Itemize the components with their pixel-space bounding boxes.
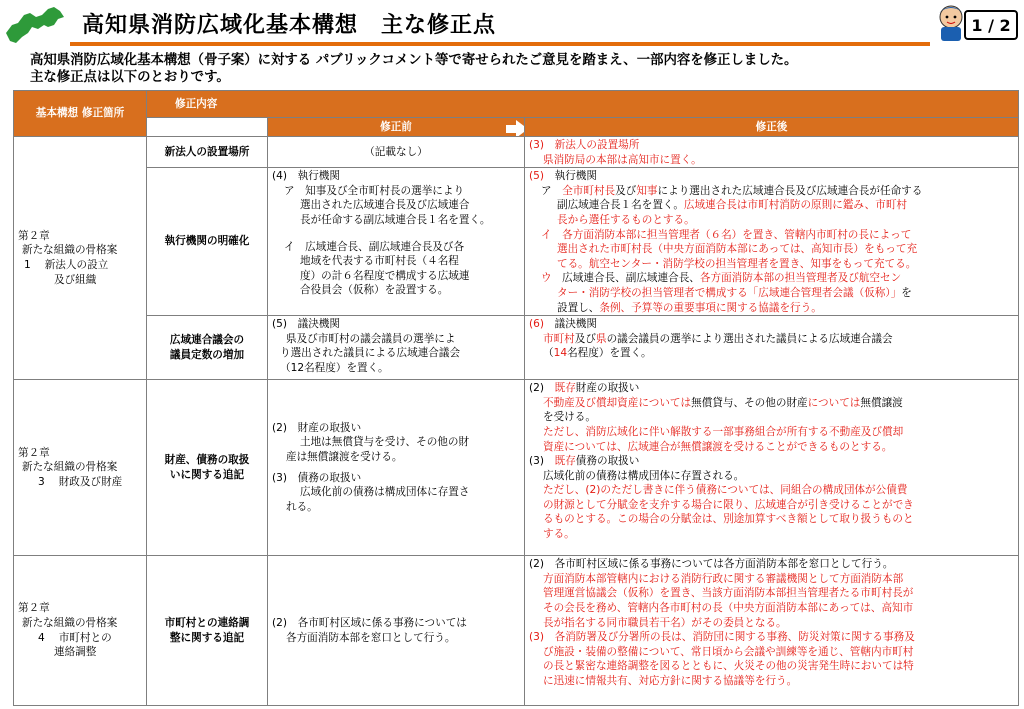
header-before: 修正前 — [268, 118, 525, 137]
section-1-label: 第２章 新たな組織の骨格案 1 新法人の設立 及び組織 — [14, 137, 147, 380]
section-3-label: 第２章 新たな組織の骨格案 4 市町村との 連絡調整 — [14, 556, 147, 706]
title-underline — [70, 42, 930, 46]
before-property: (2) 財産の取扱い 土地は無償貸与を受け、その他の財 産は無償譲渡を受ける。 (3) 債務の取扱い 広域化前の債務は構成団体に存置さ れる。 — [268, 380, 525, 556]
page-number-badge: 1 / 2 — [964, 10, 1018, 40]
before-executive: (4) 執行機関 ア 知事及び全市町村長の選挙により 選出された広域連合長及び広域連合 長が任命する副広域連合長１名を置く。 イ 広域連合長、副広域連合長及び各 地域を代表する市町村長（４名程 度）の計６名程度で構成する広域連 合役員会（仮称）を設置する。 — [268, 168, 525, 316]
intro-line-1: 高知県消防広域化基本構想（骨子案）に対する パブリックコメント等で寄せられたご意見を踏まえ、一部内容を修正しました。 — [30, 53, 798, 68]
page-header — [0, 0, 1024, 50]
intro-line-2: 主な修正点は以下のとおりです。 — [30, 70, 230, 85]
revision-table — [13, 90, 1019, 706]
firefighter-mascot-icon — [934, 3, 968, 45]
after-property: (2) 既存財産の取扱い 不動産及び償却資産については無償貸与、その他の財産については無償譲渡 を受ける。 ただし、消防広域化に伴い解散する一部事務組合が所有する不動産及び償却 資産については、広域連合が無償譲渡を受けることができるものとする。 (3) 既存債務の取扱い 広域化前の債務は構成団体に存置される。 ただし、(2)のただし書きに伴う債務については、同組合の構成団体が公債費 の財源として分賦金を支弁する場合に限り、広域連合が引き受けることができ るものとする。この場合の分賦金は、別途加算すべき額として取り扱うものと する。 — [525, 380, 1019, 556]
topic-executive: 執行機関の明確化 — [147, 168, 268, 316]
table-row — [14, 556, 1019, 706]
after-executive: (5) 執行機関 ア 全市町村長及び知事により選出された広域連合長及び広域連合長が任命する 副広域連合長１名を置く。広域連合長は市町村消防の原則に鑑み、市町村 長から選任するものとする。 イ 各方面消防本部に担当管理者（６名）を置き、管轄内市町村の長によって 選出された市町村長（中央方面消防本部にあっては、高知市長）をもって充 てる。航空センター・消防学校の担当管理者を置き、知事をもって充てる。 ウ 広域連合長、副広域連合長、各方面消防本部の担当管理者及び航空セン ター・消防学校の担当管理者で構成する「広域連合管理者会議（仮称）」を 設置し、条例、予算等の重要事項に関する協議を行う。 — [525, 168, 1019, 316]
table-row — [14, 137, 1019, 168]
before-location: （記載なし） — [268, 137, 525, 168]
header-after: 修正後 — [525, 118, 1019, 137]
topic-property: 財産、債務の取扱 いに関する追記 — [147, 380, 268, 556]
after-location: (3) 新法人の設置場所 県消防局の本部は高知市に置く。 — [525, 137, 1019, 168]
topic-assembly: 広域連合議会の 議員定数の増加 — [147, 316, 268, 380]
intro-text — [30, 52, 797, 86]
table-row — [14, 316, 1019, 380]
header-content: 修正内容 — [147, 91, 1019, 118]
topic-coordination: 市町村との連絡調 整に関する追記 — [147, 556, 268, 706]
page-title: 高知県消防広域化基本構想 主な修正点 — [82, 13, 497, 38]
table-row — [14, 168, 1019, 316]
table-row — [14, 380, 1019, 556]
header-section: 基本構想 修正箇所 — [14, 91, 147, 137]
before-coordination: (2) 各市町村区域に係る事務については 各方面消防本部を窓口として行う。 — [268, 556, 525, 706]
kochi-map-icon — [4, 3, 66, 47]
arrow-right-icon — [516, 120, 525, 137]
section-2-label: 第２章 新たな組織の骨格案 3 財政及び財産 — [14, 380, 147, 556]
topic-location: 新法人の設置場所 — [147, 137, 268, 168]
before-assembly: (5) 議決機関 県及び市町村の議会議員の選挙によ り選出された議員による広域連合議会 （12名程度）を置く。 — [268, 316, 525, 380]
after-assembly: (6) 議決機関 市町村及び県の議会議員の選挙により選出された議員による広域連合議会 （14名程度）を置く。 — [525, 316, 1019, 380]
after-coordination: (2) 各市町村区域に係る事務については各方面消防本部を窓口として行う。 方面消防本部管轄内における消防行政に関する審議機関として方面消防本部 管理運営協議会（仮称）を置き、当該方面消防本部担当管理者たる市町村長が その会長を務め、管轄内各市町村の長（中央方面消防本部にあっては、高知市 長が指名する同市職員若干名）がその委員となる。 (3) 各消防署及び分署所の長は、消防団に関する事務、防災対策に関する事務及 び施設・装備の整備について、常日頃から会議や訓練等を通じ、管轄内市町村 の長と緊密な連絡調整を図るとともに、火災その他の災害発生時においては特 に迅速に情報共有、対応方針に関する協議等を行う。 — [525, 556, 1019, 706]
